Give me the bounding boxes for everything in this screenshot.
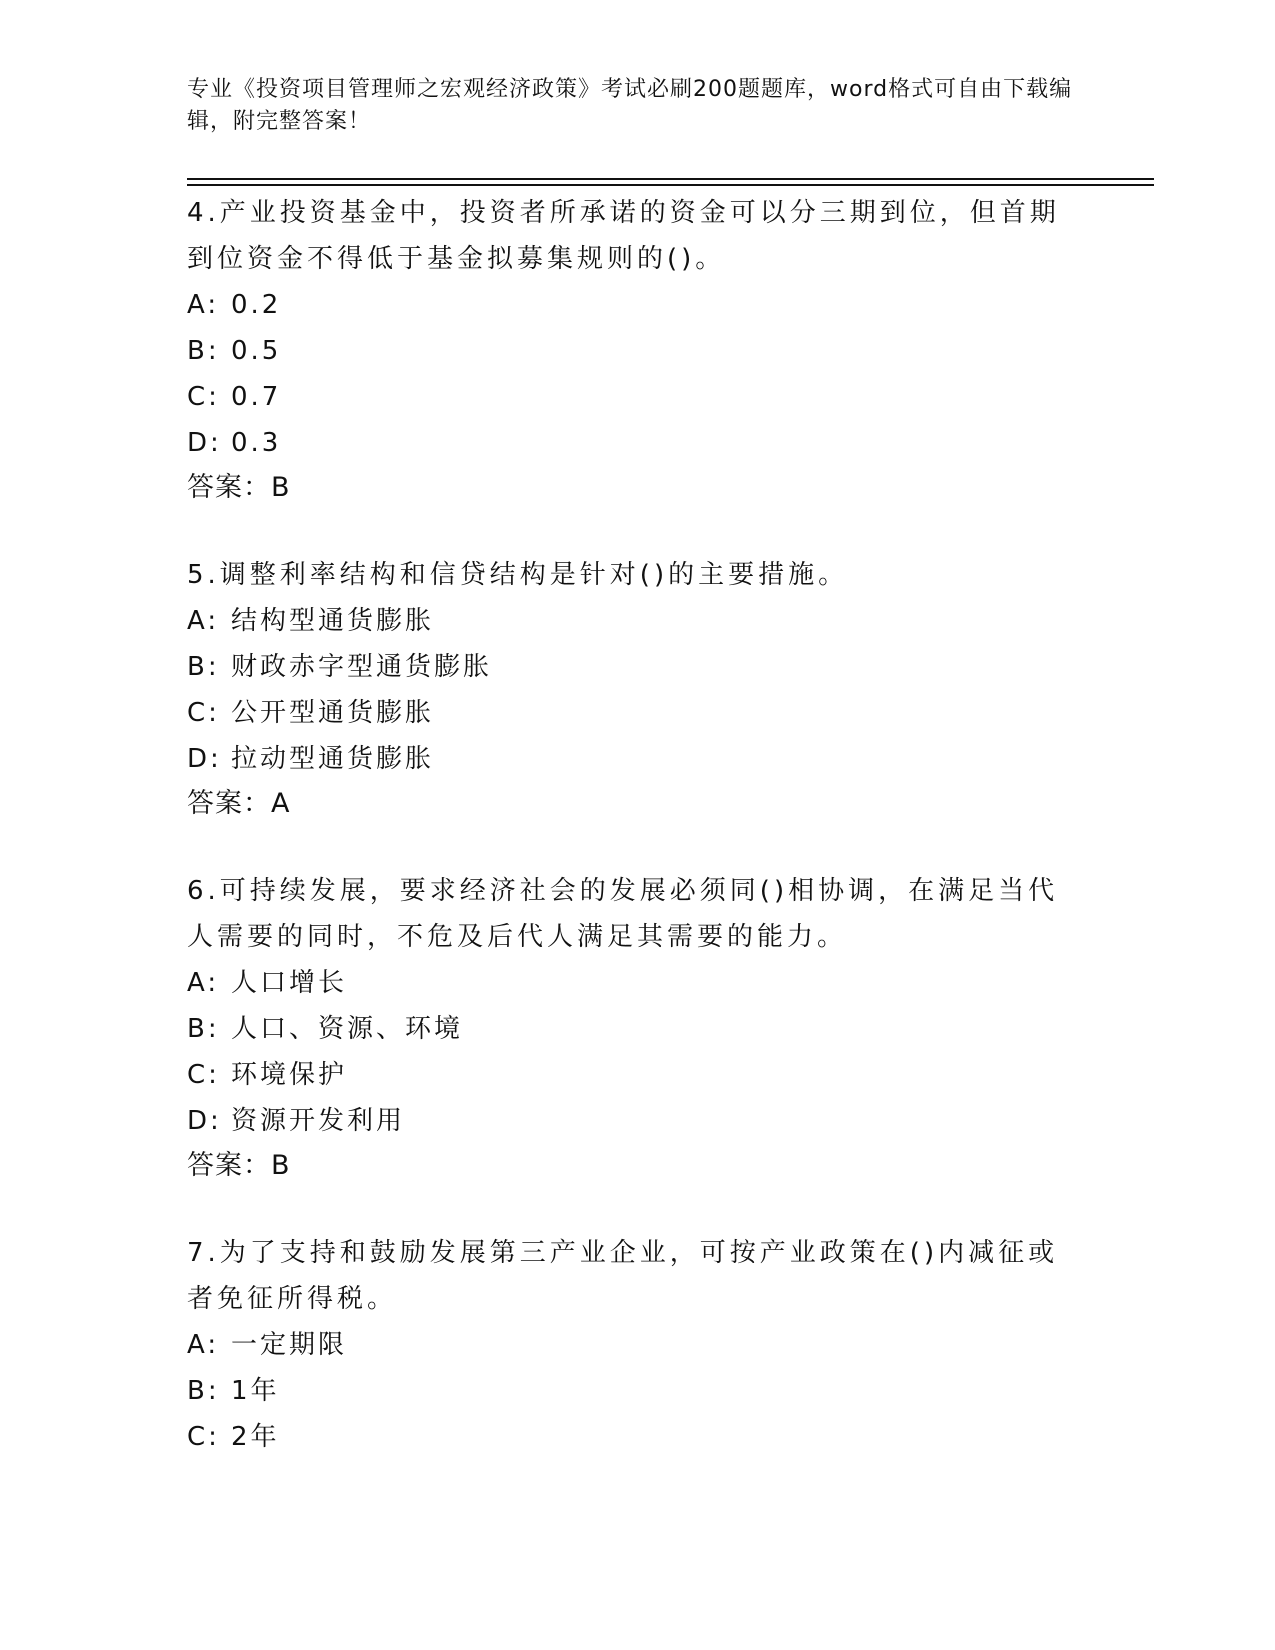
- option-letter: A:: [187, 968, 220, 998]
- option-text: 财政赤字型通货膨胀: [231, 652, 493, 682]
- option-text: 2年: [231, 1422, 280, 1452]
- option-text: 0.7: [231, 382, 282, 412]
- option-letter: D:: [187, 1106, 222, 1136]
- option-a: [187, 960, 1087, 1006]
- question-5: [187, 552, 1087, 826]
- option-letter: B:: [187, 1376, 220, 1406]
- option-a: [187, 598, 1087, 644]
- option-text: 一定期限: [231, 1330, 348, 1360]
- answer-line: 答案：B: [187, 1150, 291, 1181]
- option-letter: A:: [187, 1330, 220, 1360]
- option-b: [187, 328, 1087, 374]
- question-stem: 5.调整利率结构和信贷结构是针对()的主要措施。: [187, 560, 849, 590]
- option-letter: B:: [187, 336, 220, 366]
- option-text: 环境保护: [231, 1060, 348, 1090]
- header-rule-top: [187, 178, 1154, 180]
- option-c: [187, 1052, 1087, 1098]
- option-text: 结构型通货膨胀: [231, 606, 435, 636]
- answer-line: 答案：B: [187, 472, 291, 503]
- option-d: [187, 736, 1087, 782]
- header-rule-bottom: [187, 184, 1154, 186]
- option-text: 0.2: [231, 290, 282, 320]
- option-letter: A:: [187, 606, 220, 636]
- option-letter: C:: [187, 382, 220, 412]
- option-text: 人口、资源、环境: [231, 1014, 464, 1044]
- question-4: [187, 190, 1087, 510]
- question-7: [187, 1230, 1087, 1460]
- option-letter: C:: [187, 1422, 220, 1452]
- option-a: [187, 1322, 1087, 1368]
- option-b: [187, 1006, 1087, 1052]
- question-stem: 6.可持续发展，要求经济社会的发展必须同()相协调，在满足当代人需要的同时，不危及后代人满足其需要的能力。: [187, 876, 1059, 952]
- option-text: 资源开发利用: [231, 1106, 406, 1136]
- option-a: [187, 282, 1087, 328]
- option-c: [187, 1414, 1087, 1460]
- option-text: 0.5: [231, 336, 282, 366]
- option-text: 1年: [231, 1376, 280, 1406]
- option-b: [187, 1368, 1087, 1414]
- option-c: [187, 690, 1087, 736]
- option-letter: A:: [187, 290, 220, 320]
- option-letter: D:: [187, 428, 222, 458]
- question-stem: 7.为了支持和鼓励发展第三产业企业，可按产业政策在()内减征或者免征所得税。: [187, 1238, 1059, 1314]
- question-list: [187, 190, 1087, 1502]
- option-d: [187, 420, 1087, 466]
- option-text: 0.3: [231, 428, 282, 458]
- option-text: 拉动型通货膨胀: [231, 744, 435, 774]
- document-header: [187, 74, 1087, 138]
- option-d: [187, 1098, 1087, 1144]
- option-letter: B:: [187, 1014, 220, 1044]
- question-6: [187, 868, 1087, 1188]
- option-text: 公开型通货膨胀: [231, 698, 435, 728]
- option-letter: D:: [187, 744, 222, 774]
- option-letter: C:: [187, 698, 220, 728]
- option-letter: C:: [187, 1060, 220, 1090]
- option-c: [187, 374, 1087, 420]
- option-b: [187, 644, 1087, 690]
- header-text: 专业《投资项目管理师之宏观经济政策》考试必刷200题题库，word格式可自由下载编辑，附完整答案！: [187, 77, 1073, 134]
- option-text: 人口增长: [231, 968, 348, 998]
- question-stem: 4.产业投资基金中，投资者所承诺的资金可以分三期到位，但首期到位资金不得低于基金拟募集规则的()。: [187, 198, 1060, 274]
- option-letter: B:: [187, 652, 220, 682]
- answer-line: 答案：A: [187, 788, 291, 819]
